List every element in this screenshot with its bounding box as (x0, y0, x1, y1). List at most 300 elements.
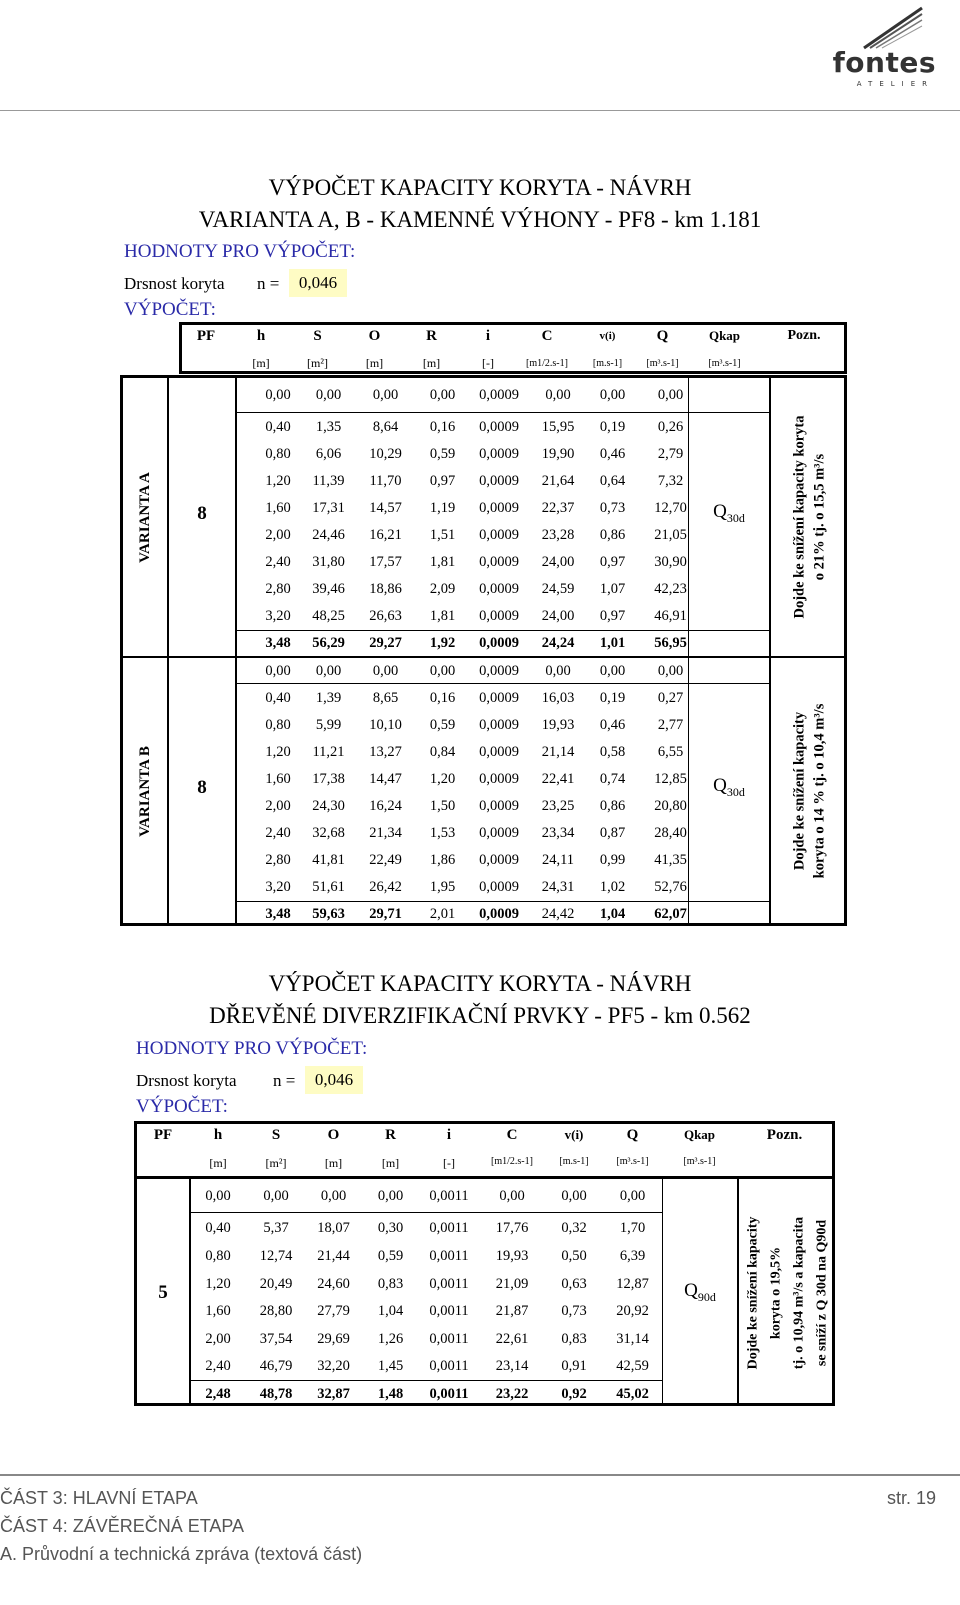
table-cell: 0,97 (599, 608, 626, 624)
hdr-o: O (368, 327, 381, 344)
table-cell: 23,28 (541, 527, 575, 543)
page-number: str. 19 (886, 1488, 936, 1508)
table-cell: 1,81 (429, 554, 456, 570)
table-cell: 32,68 (312, 825, 345, 841)
table-cell: 18,86 (369, 581, 402, 597)
table-cell: 1,01 (599, 635, 626, 651)
table-cell: 62,07 (654, 906, 687, 922)
hdr-qkap: Qkap (708, 328, 741, 343)
table-cell: 21,64 (541, 473, 575, 489)
table-cell: 14,47 (369, 771, 402, 787)
table-cell: 0,16 (429, 690, 456, 706)
table-cell: 1,92 (429, 635, 456, 651)
table-cell: 24,46 (312, 527, 345, 543)
section2-drsnost: Drsnost koryta (136, 1071, 237, 1090)
unit-cell: [m1/2.s-1] (491, 1156, 533, 1167)
table-cell: 0,16 (429, 419, 456, 435)
table-cell: 1,81 (429, 608, 456, 624)
table-cell: 0,0009 (479, 500, 519, 516)
table-cell: 1,86 (429, 852, 456, 868)
table-cell: 24,30 (312, 798, 345, 814)
section2-n-value: 0,046 (305, 1066, 363, 1094)
table-cell: 1,60 (265, 771, 291, 787)
unit-cell: [m³.s-1] (683, 1156, 716, 1167)
table-cell: 46,91 (654, 608, 687, 624)
table-cell: 0,40 (265, 690, 291, 706)
table-cell: 0,0009 (479, 635, 519, 651)
hdr-cell: Qkap (683, 1127, 716, 1142)
table-cell: 19,93 (495, 1248, 529, 1264)
varB-qkap: $Q_{30d}$ (713, 775, 745, 799)
table-cell: 22,41 (541, 771, 575, 787)
table-cell: 56,29 (312, 635, 345, 651)
table-cell: 22,49 (369, 852, 402, 868)
table-cell: 0,00 (372, 387, 399, 403)
table-cell: 15,95 (541, 419, 575, 435)
table-cell: 30,90 (654, 554, 687, 570)
section1-title2: VARIANTA A, B - KAMENNÉ VÝHONY - PF8 - km 1.181 (198, 207, 762, 232)
pozn-line: koryta o 14 % tj. o 10,4 m³/s (811, 703, 827, 879)
table-cell: 31,80 (312, 554, 345, 570)
hdr-cell: v(i) (564, 1127, 584, 1142)
table-cell: 24,00 (541, 608, 575, 624)
table-cell: 3,20 (265, 608, 291, 624)
footer-rule (0, 1474, 960, 1476)
section1-n-label: n = (257, 274, 280, 293)
table-cell: 1,60 (205, 1303, 231, 1319)
hdr-cell: S (271, 1127, 281, 1143)
unit-cell: [m] (209, 1156, 227, 1170)
table-cell: 0,92 (561, 1386, 587, 1402)
varA-pf: 8 (197, 503, 207, 524)
table-cell: 37,54 (259, 1331, 293, 1347)
table-cell: 2,79 (657, 446, 684, 462)
section2-n-label: n = (273, 1071, 296, 1090)
varB-pozn (789, 704, 829, 879)
table-cell: 11,21 (312, 744, 345, 760)
hdr-cell: i (446, 1127, 452, 1143)
table-cell: 28,40 (654, 825, 687, 841)
table-cell: 51,61 (312, 879, 345, 895)
table-cell: 48,78 (259, 1386, 293, 1402)
table-cell: 2,40 (265, 554, 291, 570)
table-cell: 0,00 (499, 1188, 525, 1204)
section2-title1: VÝPOČET KAPACITY KORYTA - NÁVRH (268, 971, 692, 996)
table-cell: 19,93 (541, 717, 575, 733)
section1-body (120, 375, 847, 926)
unit-h: [m] (252, 355, 270, 370)
table-cell: 0,0009 (479, 608, 519, 624)
table-cell: 5,99 (315, 717, 342, 733)
table-cell: 0,80 (205, 1248, 231, 1264)
section2-pozn-cell (739, 1179, 835, 1406)
table-cell: 17,38 (312, 771, 345, 787)
table-cell: 0,0009 (479, 879, 519, 895)
table-cell: 2,77 (657, 717, 684, 733)
vline (167, 378, 169, 923)
table-cell: 0,63 (561, 1276, 587, 1292)
table-cell: 27,79 (317, 1303, 350, 1319)
table-cell: 1,04 (599, 906, 626, 922)
table-cell: 0,0011 (429, 1303, 469, 1319)
table-cell: 29,27 (369, 635, 402, 651)
table-cell: 0,00 (320, 1188, 347, 1204)
table-cell: 32,20 (317, 1358, 350, 1374)
table-cell: 0,00 (599, 387, 626, 403)
table-cell: 52,76 (654, 879, 687, 895)
table-cell: 10,29 (369, 446, 402, 462)
table-cell: 24,60 (317, 1276, 350, 1292)
unit-cell: [-] (443, 1156, 455, 1170)
table-cell: 19,90 (541, 446, 575, 462)
varA-label: VARIANTA A (136, 471, 153, 563)
table-cell: 0,73 (561, 1303, 587, 1319)
hdr-q: Q (656, 327, 669, 344)
table-cell: 2,00 (265, 527, 291, 543)
section1-drsnost: Drsnost koryta (124, 274, 225, 293)
table-cell: 0,59 (429, 446, 456, 462)
table-cell: 26,42 (369, 879, 402, 895)
table-cell: 0,0009 (479, 473, 519, 489)
table-cell: 0,91 (561, 1358, 587, 1374)
table-cell: 11,39 (312, 473, 345, 489)
section2-table (134, 1121, 835, 1406)
table-cell: 0,0009 (479, 744, 519, 760)
table-cell: 48,25 (312, 608, 345, 624)
table-cell: 0,0009 (479, 825, 519, 841)
table-cell: 8,65 (372, 690, 399, 706)
pozn-line: se sníží z Q 30d na Q90d (814, 1219, 829, 1366)
table-cell: 0,00 (315, 663, 342, 679)
table-cell: 41,35 (654, 852, 687, 868)
footer-line3: A. Průvodní a technická zpráva (textová část) (0, 1544, 363, 1564)
unit-cell: [m³.s-1] (616, 1156, 649, 1167)
hdr-i: i (485, 327, 491, 344)
table-cell: 0,26 (657, 419, 684, 435)
hdr-cell: Pozn. (766, 1127, 803, 1143)
table-cell: 0,84 (429, 744, 456, 760)
table-cell: 12,85 (654, 771, 687, 787)
table-cell: 5,37 (263, 1220, 289, 1236)
table-cell: 0,00 (315, 387, 342, 403)
table-cell: 2,40 (205, 1358, 231, 1374)
table-cell: 0,30 (377, 1220, 404, 1236)
table-cell: 0,00 (205, 1188, 231, 1204)
table-cell: 0,00 (429, 663, 456, 679)
table-cell: 32,87 (317, 1386, 350, 1402)
pozn-line: Dojde ke snížení kapacity (791, 711, 807, 871)
table-cell: 0,83 (561, 1331, 587, 1347)
varB-pf: 8 (197, 777, 207, 798)
table-cell: 2,48 (205, 1386, 231, 1402)
row-sep (235, 412, 769, 413)
table-cell: 0,97 (599, 554, 626, 570)
vline (235, 378, 237, 923)
table-cell: 1,02 (599, 879, 626, 895)
table-cell: 26,63 (369, 608, 402, 624)
table-cell: 59,63 (312, 906, 345, 922)
table-cell: 2,00 (205, 1331, 231, 1347)
table-cell: 0,59 (429, 717, 456, 733)
table-cell: 24,31 (541, 879, 575, 895)
table-cell: 17,57 (369, 554, 402, 570)
table-cell: 1,51 (429, 527, 456, 543)
table-cell: 12,70 (654, 500, 687, 516)
varA-label-cell (123, 378, 167, 656)
table-cell: 0,97 (429, 473, 456, 489)
section2-hodnoty: HODNOTY PRO VÝPOČET: (136, 1038, 368, 1059)
table-cell: 18,07 (317, 1220, 350, 1236)
table-cell: 0,00 (263, 1188, 289, 1204)
table-cell: 2,80 (265, 852, 291, 868)
table-cell: 1,26 (377, 1331, 404, 1347)
hdr-cell: Q (626, 1127, 639, 1143)
table-cell: 1,39 (315, 690, 342, 706)
table-cell: 1,48 (377, 1386, 404, 1402)
table-cell: 16,24 (369, 798, 402, 814)
logo-subtext: ATELIER (856, 80, 934, 88)
table-cell: 0,00 (619, 1188, 646, 1204)
table-cell: 46,79 (259, 1358, 293, 1374)
table-cell: 1,53 (429, 825, 456, 841)
fontes-logo (826, 6, 936, 92)
table-cell: 0,00 (657, 663, 684, 679)
table-cell: 20,49 (259, 1276, 293, 1292)
table-cell: 21,05 (654, 527, 687, 543)
logo-mark-icon (856, 6, 926, 50)
table-cell: 0,00 (545, 663, 571, 679)
table-cell: 0,40 (205, 1220, 231, 1236)
table-cell: 17,76 (495, 1220, 529, 1236)
unit-s: [m²] (307, 355, 328, 370)
row-top-line (235, 630, 769, 631)
table-cell: 0,0009 (479, 852, 519, 868)
table-cell: 1,70 (619, 1220, 646, 1236)
table-cell: 2,80 (265, 581, 291, 597)
table-cell: 0,74 (599, 771, 626, 787)
logo-text: fontes (832, 46, 936, 79)
table-cell: 0,0009 (479, 663, 519, 679)
row-sep (235, 683, 769, 684)
unit-cell: [m] (381, 1156, 400, 1170)
table-cell: 11,70 (369, 473, 402, 489)
table-cell: 0,0009 (479, 387, 519, 403)
table-cell: 42,23 (654, 581, 687, 597)
table-cell: 0,0011 (429, 1188, 469, 1204)
hdr-s: S (313, 327, 322, 344)
table-cell: 1,60 (265, 500, 291, 516)
table-cell: 0,0011 (429, 1331, 469, 1347)
table-cell: 0,0011 (429, 1248, 469, 1264)
table-cell: 17,31 (312, 500, 345, 516)
table-cell: 23,34 (541, 825, 575, 841)
hdr-cell: PF (153, 1127, 173, 1143)
table-cell: 0,46 (599, 446, 626, 462)
varA-pozn (789, 416, 829, 619)
table-cell: 0,59 (377, 1248, 404, 1264)
table-cell: 56,95 (654, 635, 687, 651)
table-cell: 0,0011 (429, 1220, 469, 1236)
table-cell: 0,19 (599, 419, 626, 435)
table-cell: 24,00 (541, 554, 575, 570)
table-cell: 3,48 (265, 635, 291, 651)
table-cell: 24,59 (541, 581, 575, 597)
table-cell: 0,0009 (479, 554, 519, 570)
table-cell: 0,0011 (429, 1386, 469, 1402)
table-cell: 0,0009 (479, 906, 519, 922)
hdr-r: R (426, 327, 437, 344)
table-cell: 0,0009 (479, 771, 519, 787)
hdr-h: h (256, 327, 266, 344)
table-cell: 0,19 (599, 690, 626, 706)
hdr-cell: h (213, 1127, 223, 1143)
unit-c: [m1/2.s-1] (526, 357, 568, 369)
varB-label: VARIANTA B (136, 745, 153, 837)
section1-n-value: 0,046 (289, 269, 347, 297)
table-cell: 1,20 (265, 744, 291, 760)
table-cell: 21,34 (369, 825, 402, 841)
pozn-line: Dojde ke snížení kapacity koryta (791, 415, 807, 619)
table-cell: 3,20 (265, 879, 291, 895)
header-sep (137, 1176, 832, 1179)
hdr-pf: PF (196, 327, 216, 344)
table-cell: 2,01 (429, 906, 456, 922)
table-cell: 29,71 (369, 906, 402, 922)
varA-pozn-cell (771, 378, 847, 656)
footer-line1: ČÁST 3: HLAVNÍ ETAPA (0, 1488, 198, 1508)
table-cell: 1,20 (429, 771, 456, 787)
table-cell: 22,61 (495, 1331, 529, 1347)
unit-q: [m³.s-1] (646, 357, 679, 369)
table-cell: 0,46 (599, 717, 626, 733)
table-cell: 23,14 (495, 1358, 529, 1374)
row-sep (191, 1212, 662, 1213)
section2-vypocet: VÝPOČET: (136, 1096, 228, 1117)
table-cell: 16,21 (369, 527, 402, 543)
hdr-cell: O (327, 1127, 340, 1143)
unit-cell: [m.s-1] (559, 1156, 589, 1167)
table-cell: 0,0009 (479, 798, 519, 814)
table-cell: 12,74 (259, 1248, 293, 1264)
table-cell: 0,00 (561, 1188, 587, 1204)
table-cell: 0,0009 (479, 419, 519, 435)
unit-cell: [m²] (265, 1156, 287, 1170)
section1-vypocet: VÝPOČET: (124, 299, 216, 320)
table-cell: 1,45 (377, 1358, 404, 1374)
table-cell: 0,0009 (479, 527, 519, 543)
unit-v: [m.s-1] (592, 357, 623, 369)
table-cell: 1,07 (599, 581, 626, 597)
section2-qkap: $Q_{90d}$ (684, 1280, 716, 1304)
table-cell: 6,06 (315, 446, 342, 462)
table-cell: 0,27 (657, 690, 684, 706)
table-cell: 2,40 (265, 825, 291, 841)
row-top-line (235, 901, 769, 902)
table-cell: 23,22 (495, 1386, 529, 1402)
table-cell: 10,10 (369, 717, 402, 733)
table-cell: 6,55 (657, 744, 684, 760)
table-cell: 14,57 (369, 500, 402, 516)
table-cell: 8,64 (372, 419, 399, 435)
table-cell: 20,80 (654, 798, 687, 814)
table-cell: 6,39 (619, 1248, 646, 1264)
hdr-v: v(i) (599, 330, 616, 342)
table-cell: 0,0009 (479, 446, 519, 462)
varB-pozn-cell (771, 656, 847, 926)
table-cell: 0,83 (377, 1276, 404, 1292)
table-cell: 0,0011 (429, 1276, 469, 1292)
table-cell: 1,19 (429, 500, 456, 516)
varB-label-cell (123, 656, 167, 926)
table-cell: 0,50 (561, 1248, 587, 1264)
variant-separator (123, 656, 844, 658)
table-cell: 1,20 (265, 473, 291, 489)
table-cell: 42,59 (616, 1358, 649, 1374)
unit-qkap: [m³.s-1] (708, 357, 741, 369)
table-cell: 0,40 (265, 419, 291, 435)
table-cell: 0,87 (599, 825, 626, 841)
section2-title2: DŘEVĚNÉ DIVERZIFIKAČNÍ PRVKY - PF5 - km 0.562 (209, 1003, 751, 1028)
table-cell: 0,00 (599, 663, 626, 679)
table-cell: 24,11 (541, 852, 575, 868)
table-cell: 21,09 (495, 1276, 529, 1292)
table-cell: 21,14 (541, 744, 575, 760)
footer-line2: ČÁST 4: ZÁVĚREČNÁ ETAPA (0, 1516, 245, 1536)
table-cell: 0,00 (377, 1188, 404, 1204)
section2-pozn (741, 1216, 833, 1369)
section1-header-frame (179, 322, 847, 374)
table-cell: 0,0009 (479, 581, 519, 597)
table-cell: 23,25 (541, 798, 575, 814)
table-cell: 39,46 (312, 581, 345, 597)
table-cell: 45,02 (616, 1386, 649, 1402)
table-cell: 0,00 (265, 387, 291, 403)
table-cell: 0,0009 (479, 690, 519, 706)
table-cell: 0,80 (265, 446, 291, 462)
varA-qkap: $Q_{30d}$ (713, 501, 745, 525)
unit-i: [-] (482, 355, 494, 370)
table-cell: 0,58 (599, 744, 626, 760)
table-cell: 24,42 (541, 906, 575, 922)
table-cell: 0,32 (561, 1220, 587, 1236)
unit-r: [m] (422, 355, 441, 370)
pozn-line: o 21% tj. o 15,5 m³/s (811, 453, 827, 581)
row-top-line (191, 1380, 662, 1381)
header-rule (0, 110, 960, 111)
table-cell: 0,86 (599, 798, 626, 814)
table-cell: 24,24 (541, 635, 575, 651)
hdr-cell: C (506, 1127, 518, 1143)
table-cell: 29,69 (317, 1331, 350, 1347)
table-cell: 1,20 (205, 1276, 231, 1292)
table-cell: 12,87 (616, 1276, 649, 1292)
table-cell: 1,95 (429, 879, 456, 895)
unit-cell: [m] (324, 1156, 343, 1170)
table-cell: 31,14 (616, 1331, 649, 1347)
unit-o: [m] (365, 355, 384, 370)
table-cell: 2,09 (429, 581, 456, 597)
table-cell: 0,86 (599, 527, 626, 543)
section1-title1: VÝPOČET KAPACITY KORYTA - NÁVRH (268, 175, 692, 200)
table-cell: 1,35 (315, 419, 342, 435)
pozn-line: tj. o 10,94 m³/s a kapacita (791, 1216, 806, 1369)
pozn-line: Dojde ke snížení kapacity (745, 1216, 760, 1369)
table-cell: 13,27 (369, 744, 402, 760)
table-cell: 2,00 (265, 798, 291, 814)
table-cell: 0,0009 (479, 717, 519, 733)
table-cell: 0,00 (657, 387, 684, 403)
table-cell: 3,48 (265, 906, 291, 922)
